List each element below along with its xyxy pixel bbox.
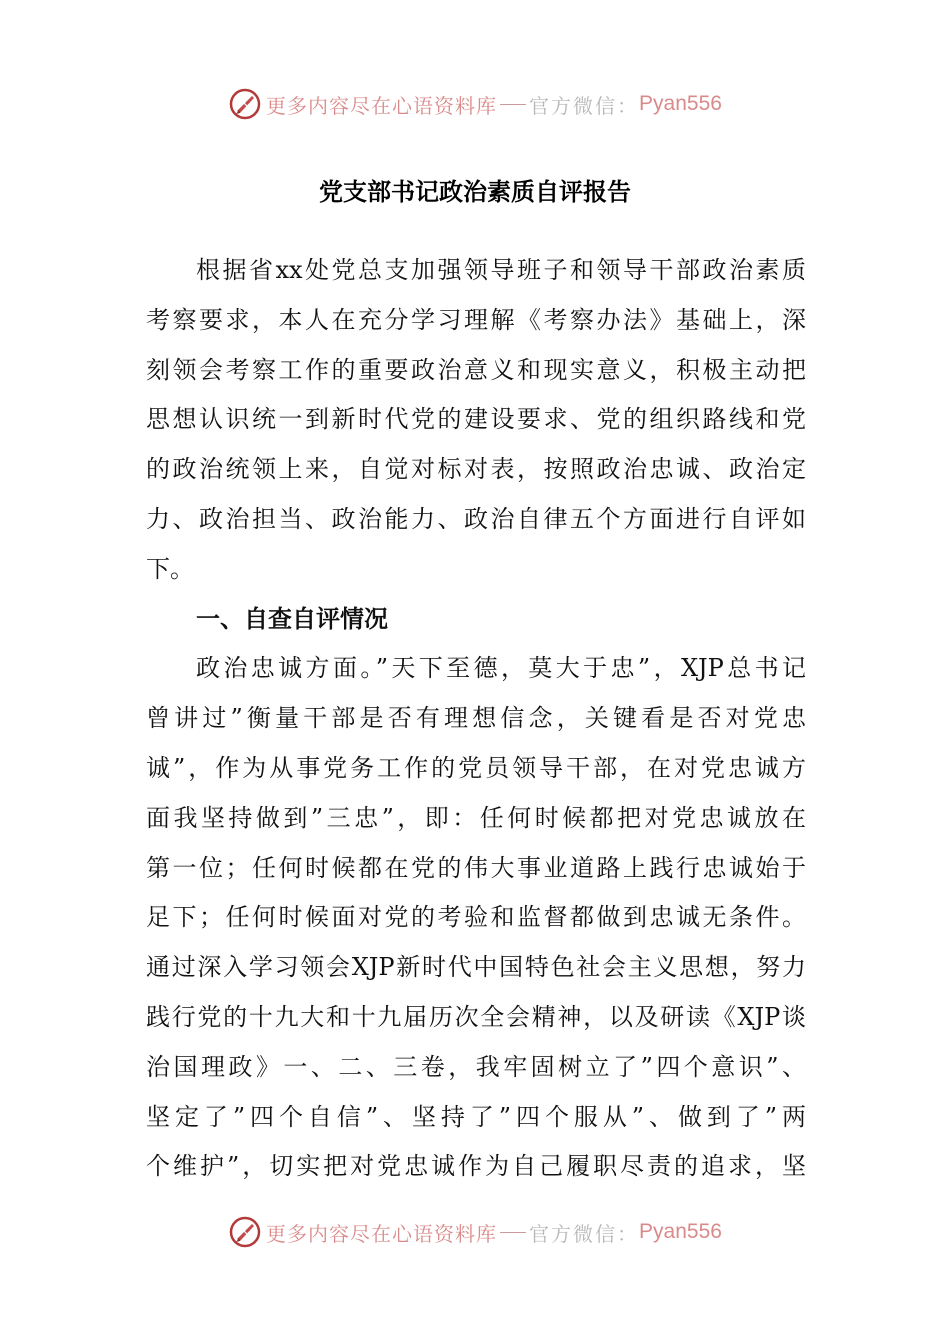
banner-main-text: 更多内容尽在心语资料库: [266, 93, 498, 118]
document-title: 党支部书记政治素质自评报告: [319, 178, 631, 206]
text-line: 下。: [146, 554, 194, 583]
section-heading: 一、自查自评情况: [196, 604, 388, 633]
text-line: 刻领会考察工作的重要政治意义和现实意义，积极主动把: [146, 355, 806, 384]
watermark-banner-top: [0, 84, 950, 124]
text-line: 治国理政》一、二、三卷，我牢固树立了”四个意识”、: [146, 1052, 806, 1081]
document-body: [146, 246, 806, 1192]
text-line: 面我坚持做到”三忠”，即：任何时候都把对党忠诚放在: [146, 803, 806, 832]
banner-wechat-id: Pyan556: [639, 92, 722, 115]
text-line: 政治忠诚方面。”天下至德，莫大于忠”，XJP总书记: [196, 654, 806, 683]
banner-official-text: 官方微信：: [529, 93, 640, 118]
quill-logo-icon: [228, 1215, 262, 1249]
text-line: 考察要求，本人在充分学习理解《考察办法》基础上，深: [146, 305, 806, 334]
text-line: 根据省xx处党总支加强领导班子和领导干部政治素质: [196, 256, 806, 284]
banner-official-text: 官方微信：: [529, 1221, 640, 1246]
text-line: 曾讲过”衡量干部是否有理想信念，关键看是否对党忠: [146, 704, 806, 733]
banner-wechat-id: Pyan556: [639, 1220, 722, 1243]
text-line: 诚”，作为从事党务工作的党员领导干部，在对党忠诚方: [146, 753, 806, 782]
banner-dash: [500, 104, 526, 105]
text-line: 通过深入学习领会XJP新时代中国特色社会主义思想，努力: [146, 953, 806, 982]
text-line: 第一位；任何时候都在党的伟大事业道路上践行忠诚始于: [146, 853, 806, 882]
text-line: 践行党的十九大和十九届历次全会精神，以及研读《XJP谈: [146, 1002, 806, 1031]
text-line: 足下；任何时候面对党的考验和监督都做到忠诚无条件。: [146, 903, 806, 932]
text-line: 坚定了”四个自信”、坚持了”四个服从”、做到了”两: [146, 1102, 806, 1131]
text-line: 的政治统领上来，自觉对标对表，按照政治忠诚、政治定: [146, 455, 806, 484]
quill-logo-icon: [228, 87, 262, 121]
watermark-banner-bottom: [0, 1212, 950, 1252]
text-line: 力、政治担当、政治能力、政治自律五个方面进行自评如: [146, 504, 806, 533]
text-line: 思想认识统一到新时代党的建设要求、党的组织路线和党: [146, 405, 806, 434]
banner-main-text: 更多内容尽在心语资料库: [266, 1221, 498, 1246]
banner-dash: [500, 1232, 526, 1233]
text-line: 个维护”，切实把对党忠诚作为自己履职尽责的追求，坚: [146, 1152, 806, 1181]
